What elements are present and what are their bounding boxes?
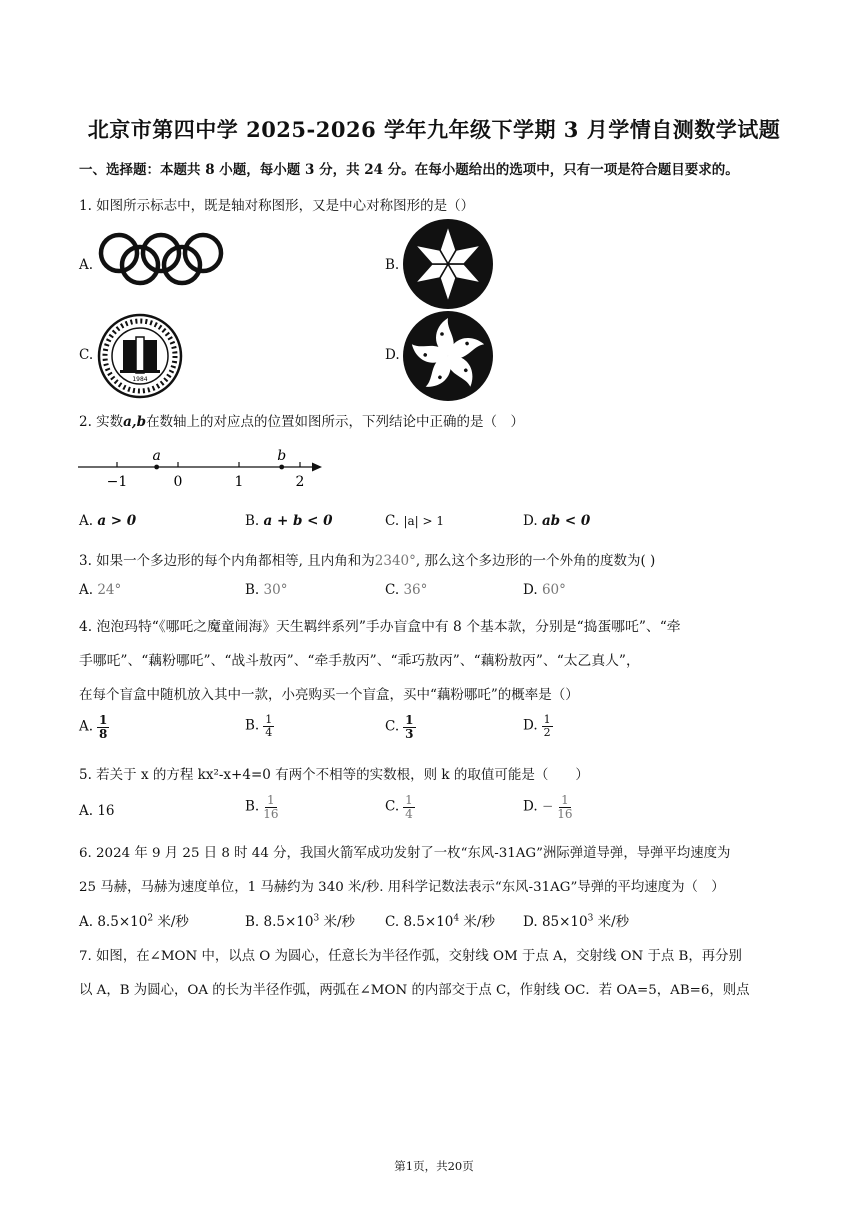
number-line-figure (78, 440, 328, 495)
hexagram-diamond-logo (402, 218, 494, 310)
point-a-label: a (152, 448, 161, 464)
q6-option-c: C. $8.5\times 10^4$ 米/秒 (385, 913, 495, 930)
question-4-line-3: 在每个盲盒中随机放入其中一款，小亮购买一个盲盒，买中“藕粉哪吒”的概率是（） (79, 687, 579, 703)
question-6-line-2: 25 马赫，马赫为速度单位，1 马赫约为 340 米/秒. 用科学记数法表示“东风-31AG”导弹的平均速度为（ ） (79, 880, 725, 895)
question-5-stem: 5. 若关于 x 的方程 kx²-x+4=0 有两个不相等的实数根，则 k 的取值可能是（ ） (79, 767, 589, 783)
q4-option-a: A. $\frac{1}{8}$ (79, 713, 108, 741)
q2-option-a: A. a > 0 (79, 513, 137, 529)
bauhinia-flower-logo (402, 310, 494, 402)
point-b-label: b (277, 448, 287, 464)
q2-option-b: B. a + b < 0 (245, 513, 333, 529)
q4-option-c: C. $\frac{1}{3}$ (385, 713, 414, 741)
question-3-stem: 3. 如果一个多边形的每个内角都相等, 且内角和为2340°, 那么这个多边形的一个外角的度数为( ) (79, 553, 656, 569)
q3-option-b: B. 30° (245, 582, 288, 598)
q6-option-a: A. $8.5\times 10^2$ 米/秒 (79, 913, 189, 930)
page-title: 北京市第四中学 2025-2026 学年九年级下学期 3 月学情自测数学试题 (87, 117, 781, 142)
q6-option-b: B. $8.5\times 10^3$ 米/秒 (245, 913, 356, 930)
q1-option-a-label: A. (79, 257, 94, 273)
q3-option-c: C. 36° (385, 582, 428, 598)
axis-arrow-icon (312, 463, 322, 472)
q2-option-c: C. |a| > 1 (385, 513, 444, 529)
question-7-line-2: 以 A，B 为圆心，OA 的长为半径作弧，两弧在∠MON 的内部交于点 C，作射线 OC．若 OA=5，AB=6，则点 (79, 983, 750, 998)
question-7-line-1: 7. 如图，在∠MON 中，以点 O 为圆心，任意长为半径作弧，交射线 OM 于点 A，交射线 ON 于点 B，再分别 (79, 949, 742, 964)
axis-tick-label: −1 (106, 474, 128, 490)
point-b-marker (279, 465, 284, 470)
q1-option-c-label: C. (79, 347, 94, 363)
q1-option-d-label: D. (385, 347, 400, 363)
q5-option-c: C. $\frac{1}{4}$ (385, 793, 413, 821)
q3-option-a: A. 24° (79, 582, 122, 598)
question-4-line-1: 4. 泡泡玛特“《哪吒之魔童闹海》天生羁绊系列”手办盲盒中有 8 个基本款，分别是“捣蛋哪吒”、“牵 (79, 619, 681, 635)
olympic-rings-logo (94, 231, 229, 286)
section-heading: 一、选择题：本题共 8 小题，每小题 3 分，共 24 分。在每小题给出的选项中，只有一项是符合题目要求的。 (79, 162, 739, 178)
question-6-line-1: 6. 2024 年 9 月 25 日 8 时 44 分，我国火箭军成功发射了一枚“东风-31AG”洲际弹道导弹，导弹平均速度为 (79, 846, 731, 861)
q4-option-b: B. $\frac{1}{4}$ (245, 713, 273, 739)
question-1-stem: 1. 如图所示标志中，既是轴对称图形，又是中心对称图形的是（） (79, 198, 475, 214)
q5-option-a: A. 16 (79, 803, 115, 819)
q6-option-d: D. $85\times 10^3$ 米/秒 (523, 913, 630, 930)
page-footer: 第1页，共20页 (394, 1159, 474, 1173)
axis-tick-label: 2 (295, 474, 305, 490)
axis-tick-label: 1 (234, 474, 244, 490)
point-a-marker (154, 465, 159, 470)
q4-option-d: D. $\frac{1}{2}$ (523, 713, 551, 739)
seal-year-text: 1984 (132, 376, 148, 383)
q3-option-d: D. 60° (523, 582, 566, 598)
q5-option-d: D. − $\frac{1}{16}$ (523, 793, 573, 821)
q5-option-b: B. $\frac{1}{16}$ (245, 793, 279, 821)
q2-option-d: D. ab < 0 (523, 513, 591, 529)
university-seal-logo (97, 313, 183, 399)
q1-option-b-label: B. (385, 257, 400, 273)
question-4-line-2: 手哪吒”、“藕粉哪吒”、“战斗敖丙”、“牵手敖丙”、“乖巧敖丙”、“藕粉敖丙”、“太乙真人”， (79, 653, 640, 669)
question-2-stem: 2. 实数a,b在数轴上的对应点的位置如图所示，下列结论中正确的是（ ） (79, 414, 525, 430)
axis-tick-label: 0 (173, 474, 183, 490)
